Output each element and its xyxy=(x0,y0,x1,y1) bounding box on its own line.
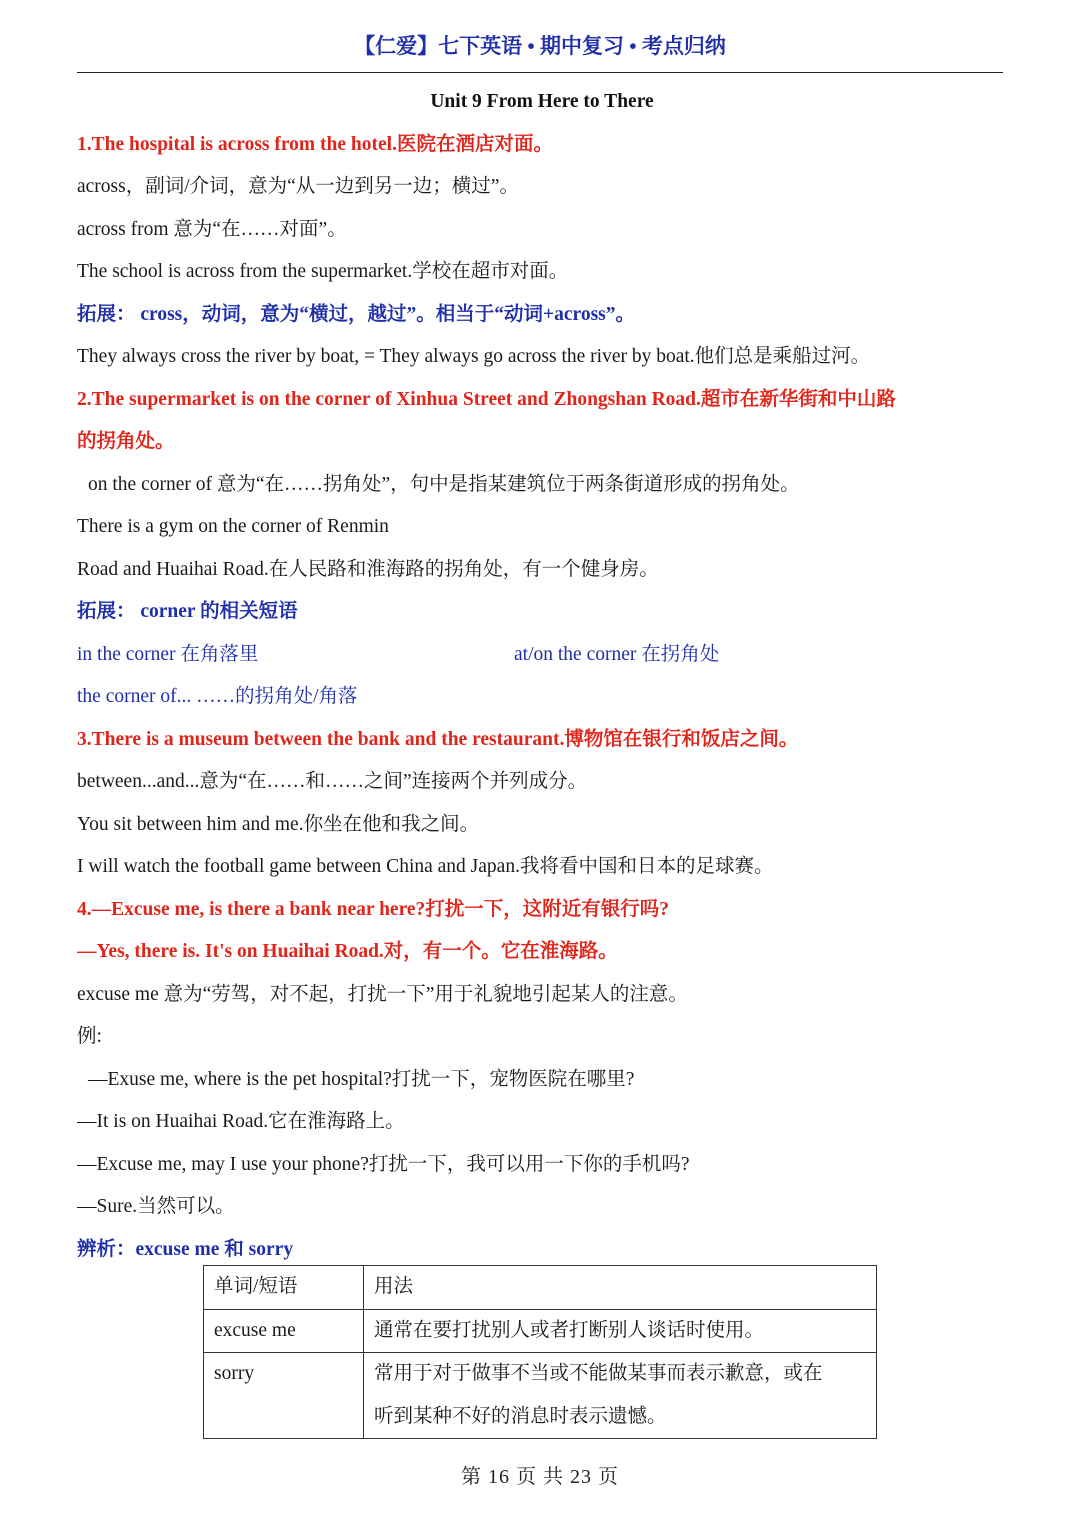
dialogue-line-2: —It is on Huaihai Road.它在淮海路上。 xyxy=(77,1111,405,1132)
across-from-definition: across from 意为“在……对面”。 xyxy=(77,218,347,240)
comparison-heading: 辨析：excuse me 和 sorry xyxy=(77,1238,294,1260)
table-row xyxy=(204,1309,877,1353)
key-point-2-heading-cont: 的拐角处。 xyxy=(77,431,175,452)
on-the-corner-definition: on the corner of 意为“在……拐角处”，句中是指某建筑位于两条街道形成的拐角处。 xyxy=(88,473,800,495)
phrase-the-corner-of: the corner of... ……的拐角处/角落 xyxy=(77,686,358,707)
cross-example: They always cross the river by boat, = They always go across the river by boat.他们总是乘船过河。 xyxy=(77,346,871,367)
dialogue-line-4: —Sure.当然可以。 xyxy=(77,1196,235,1217)
table-header-row xyxy=(204,1266,877,1310)
extension-corner-phrases: 拓展： corner 的相关短语 xyxy=(77,601,298,622)
across-example: The school is across from the supermarket.学校在超市对面。 xyxy=(77,261,569,282)
between-example-2: I will watch the football game between China and Japan.我将看中国和日本的足球赛。 xyxy=(77,856,774,877)
key-point-3-heading: 3.There is a museum between the bank and the restaurant.博物馆在银行和饭店之间。 xyxy=(77,728,799,750)
between-definition: between...and...意为“在……和……之间”连接两个并列成分。 xyxy=(77,771,588,792)
corner-example-part1: There is a gym on the corner of Renmin xyxy=(77,516,389,537)
dialogue-line-3: —Excuse me, may I use your phone?打扰一下，我可以用一下你的手机吗? xyxy=(77,1153,690,1175)
table-cell-usage-line1: 常用于对于做事不当或不能做某事而表示歉意，或在 xyxy=(374,1363,823,1384)
key-point-4-heading: 4.—Excuse me, is there a bank near here?打扰一下，这附近有银行吗? xyxy=(77,898,670,920)
across-definition: across，副词/介词，意为“从一边到另一边；横过”。 xyxy=(77,176,519,197)
table-header-word: 单词/短语 xyxy=(204,1266,364,1310)
key-point-2-heading: 2.The supermarket is on the corner of Xinhua Street and Zhongshan Road.超市在新华街和中山路 xyxy=(77,388,896,410)
between-example-1: You sit between him and me.你坐在他和我之间。 xyxy=(77,813,480,835)
table-cell-usage-line2: 听到某种不好的消息时表示遗憾。 xyxy=(374,1405,667,1427)
table-header-usage: 用法 xyxy=(364,1266,877,1310)
corner-example-part2: Road and Huaihai Road.在人民路和淮海路的拐角处，有一个健身房。 xyxy=(77,558,659,580)
page-number: 第 16 页 共 23 页 xyxy=(461,1466,619,1488)
key-point-4-answer: —Yes, there is. It's on Huaihai Road.对，有一个。它在淮海路。 xyxy=(77,941,618,962)
document-body xyxy=(77,81,1007,1271)
phrase-at-on-the-corner: at/on the corner 在拐角处 xyxy=(514,643,720,665)
key-point-1-heading: 1.The hospital is across from the hotel.医院在酒店对面。 xyxy=(77,133,553,155)
table-cell-usage: 通常在要打扰别人或者打断别人谈话时使用。 xyxy=(364,1309,877,1353)
table-cell-usage xyxy=(364,1353,877,1439)
table-cell-word: excuse me xyxy=(204,1309,364,1353)
table-row xyxy=(204,1353,877,1439)
extension-cross: 拓展： cross，动词，意为“横过，越过”。相当于“动词+across”。 xyxy=(77,303,636,325)
excuse-me-definition: excuse me 意为“劳驾，对不起，打扰一下”用于礼貌地引起某人的注意。 xyxy=(77,983,688,1005)
comparison-table-wrap xyxy=(203,1265,877,1439)
phrase-in-the-corner: in the corner 在角落里 xyxy=(77,643,259,665)
comparison-table xyxy=(203,1265,877,1439)
page-header-title: 【仁爱】七下英语 • 期中复习 • 考点归纳 xyxy=(354,34,726,58)
corner-phrases-row xyxy=(77,634,1007,677)
dialogue-line-1: —Exuse me, where is the pet hospital?打扰一下，宠物医院在哪里? xyxy=(88,1068,635,1090)
header-divider xyxy=(77,72,1003,73)
table-cell-word: sorry xyxy=(204,1353,364,1439)
example-label: 例: xyxy=(77,1026,102,1047)
unit-title: Unit 9 From Here to There xyxy=(430,91,654,112)
